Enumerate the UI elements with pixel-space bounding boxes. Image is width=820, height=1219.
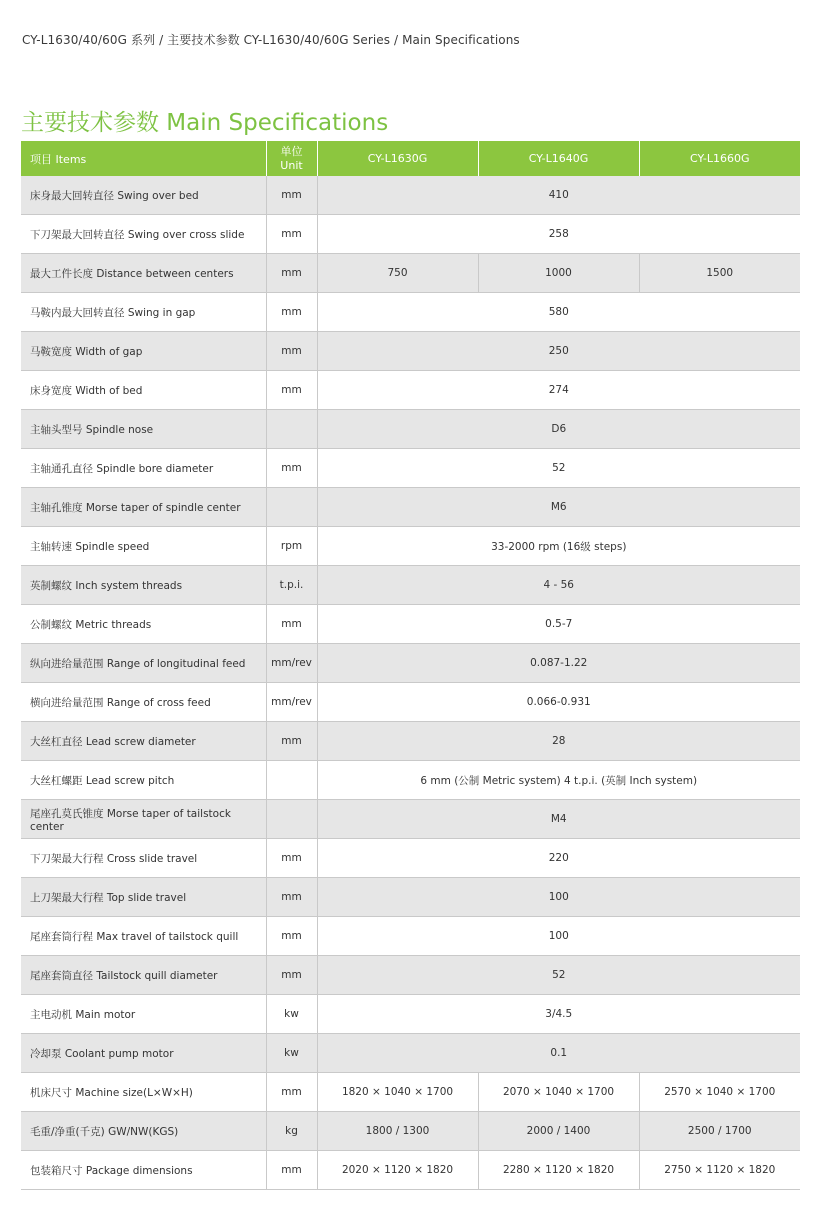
spec-value-model-1: 750 [317,254,478,293]
spec-item-label: 下刀架最大回转直径 Swing over cross slide [21,215,266,254]
spec-unit: mm [266,449,317,488]
spec-item-label: 英制螺纹 Inch system threads [21,566,266,605]
spec-value-all-models: 580 [317,293,800,332]
spec-unit: mm/rev [266,644,317,683]
spec-item-label: 大丝杠螺距 Lead screw pitch [21,761,266,800]
table-row [21,566,800,605]
spec-unit: mm [266,1073,317,1112]
spec-unit [266,800,317,839]
spec-value-model-1: 1820 × 1040 × 1700 [317,1073,478,1112]
spec-unit: mm [266,254,317,293]
spec-value-all-models: M4 [317,800,800,839]
spec-value-model-3: 2750 × 1120 × 1820 [639,1151,800,1190]
table-row [21,371,800,410]
spec-value-model-1: 1800 / 1300 [317,1112,478,1151]
spec-item-label: 大丝杠直径 Lead screw diameter [21,722,266,761]
spec-value-model-1: 2020 × 1120 × 1820 [317,1151,478,1190]
spec-value-all-models: 0.1 [317,1034,800,1073]
spec-unit: kw [266,995,317,1034]
table-row [21,605,800,644]
spec-unit: mm [266,215,317,254]
table-row [21,1112,800,1151]
spec-value-all-models: 258 [317,215,800,254]
spec-unit [266,761,317,800]
spec-item-label: 尾座套筒行程 Max travel of tailstock quill [21,917,266,956]
spec-unit: kw [266,1034,317,1073]
spec-value-model-3: 2500 / 1700 [639,1112,800,1151]
spec-value-all-models: 6 mm (公制 Metric system) 4 t.p.i. (英制 Inch system) [317,761,800,800]
spec-value-all-models: 52 [317,956,800,995]
specifications-table [21,141,800,1190]
spec-item-label: 纵向进给量范围 Range of longitudinal feed [21,644,266,683]
spec-item-label: 下刀架最大行程 Cross slide travel [21,839,266,878]
header-items: 项目 Items [21,141,266,176]
spec-unit: mm [266,878,317,917]
spec-unit: mm [266,1151,317,1190]
table-header-row [21,141,800,176]
table-row [21,761,800,800]
spec-item-label: 毛重/净重(千克) GW/NW(KGS) [21,1112,266,1151]
spec-value-model-2: 2070 × 1040 × 1700 [478,1073,639,1112]
spec-value-all-models: 274 [317,371,800,410]
spec-unit: mm [266,722,317,761]
spec-value-all-models: 28 [317,722,800,761]
header-unit-en: Unit [280,158,303,172]
spec-value-all-models: 250 [317,332,800,371]
spec-value-all-models: 33-2000 rpm (16级 steps) [317,527,800,566]
spec-unit: mm [266,956,317,995]
spec-item-label: 上刀架最大行程 Top slide travel [21,878,266,917]
table-row [21,683,800,722]
spec-item-label: 马鞍宽度 Width of gap [21,332,266,371]
spec-item-label: 机床尺寸 Machine size(L×W×H) [21,1073,266,1112]
table-row [21,917,800,956]
spec-unit: mm [266,176,317,215]
header-model-1: CY-L1630G [317,141,478,176]
spec-value-all-models: 100 [317,878,800,917]
spec-value-all-models: 220 [317,839,800,878]
spec-value-all-models: 410 [317,176,800,215]
table-row [21,956,800,995]
spec-item-label: 床身宽度 Width of bed [21,371,266,410]
spec-item-label: 包装箱尺寸 Package dimensions [21,1151,266,1190]
spec-value-all-models: 0.5-7 [317,605,800,644]
table-row [21,1073,800,1112]
spec-value-all-models: D6 [317,410,800,449]
spec-item-label: 横向进给量范围 Range of cross feed [21,683,266,722]
table-row [21,410,800,449]
table-row [21,644,800,683]
table-row [21,293,800,332]
spec-value-all-models: 52 [317,449,800,488]
spec-unit: mm [266,917,317,956]
page-breadcrumb: CY-L1630/40/60G 系列 / 主要技术参数 CY-L1630/40/60G Series / Main Specifications [22,33,520,47]
spec-unit: mm/rev [266,683,317,722]
table-row [21,215,800,254]
spec-item-label: 公制螺纹 Metric threads [21,605,266,644]
spec-item-label: 尾座孔莫氏锥度 Morse taper of tailstock center [21,800,266,839]
spec-item-label: 尾座套筒直径 Tailstock quill diameter [21,956,266,995]
spec-unit: kg [266,1112,317,1151]
spec-item-label: 最大工件长度 Distance between centers [21,254,266,293]
header-model-2: CY-L1640G [478,141,639,176]
table-row [21,176,800,215]
spec-item-label: 马鞍内最大回转直径 Swing in gap [21,293,266,332]
spec-value-all-models: M6 [317,488,800,527]
spec-value-model-3: 2570 × 1040 × 1700 [639,1073,800,1112]
table-row [21,878,800,917]
table-row [21,254,800,293]
section-title: 主要技术参数 Main Specifications [21,110,389,136]
spec-item-label: 主轴孔锥度 Morse taper of spindle center [21,488,266,527]
spec-item-label: 主电动机 Main motor [21,995,266,1034]
spec-value-all-models: 100 [317,917,800,956]
spec-unit: mm [266,293,317,332]
header-model-3: CY-L1660G [639,141,800,176]
table-row [21,1034,800,1073]
spec-value-all-models: 0.066-0.931 [317,683,800,722]
spec-unit [266,488,317,527]
spec-unit [266,410,317,449]
spec-item-label: 床身最大回转直径 Swing over bed [21,176,266,215]
spec-value-model-3: 1500 [639,254,800,293]
spec-unit: mm [266,839,317,878]
spec-unit: mm [266,605,317,644]
table-row [21,527,800,566]
spec-value-all-models: 0.087-1.22 [317,644,800,683]
spec-item-label: 冷却泵 Coolant pump motor [21,1034,266,1073]
table-row [21,839,800,878]
table-row [21,488,800,527]
spec-item-label: 主轴头型号 Spindle nose [21,410,266,449]
table-row [21,332,800,371]
spec-value-model-2: 2000 / 1400 [478,1112,639,1151]
spec-item-label: 主轴通孔直径 Spindle bore diameter [21,449,266,488]
header-unit-cn: 单位 [280,144,303,158]
spec-value-model-2: 1000 [478,254,639,293]
spec-item-label: 主轴转速 Spindle speed [21,527,266,566]
table-row [21,449,800,488]
spec-unit: mm [266,332,317,371]
spec-value-model-2: 2280 × 1120 × 1820 [478,1151,639,1190]
table-row [21,1151,800,1190]
table-row [21,995,800,1034]
header-unit [266,141,317,176]
spec-value-all-models: 4 - 56 [317,566,800,605]
spec-unit: rpm [266,527,317,566]
table-row [21,800,800,839]
spec-unit: t.p.i. [266,566,317,605]
spec-unit: mm [266,371,317,410]
spec-value-all-models: 3/4.5 [317,995,800,1034]
table-row [21,722,800,761]
